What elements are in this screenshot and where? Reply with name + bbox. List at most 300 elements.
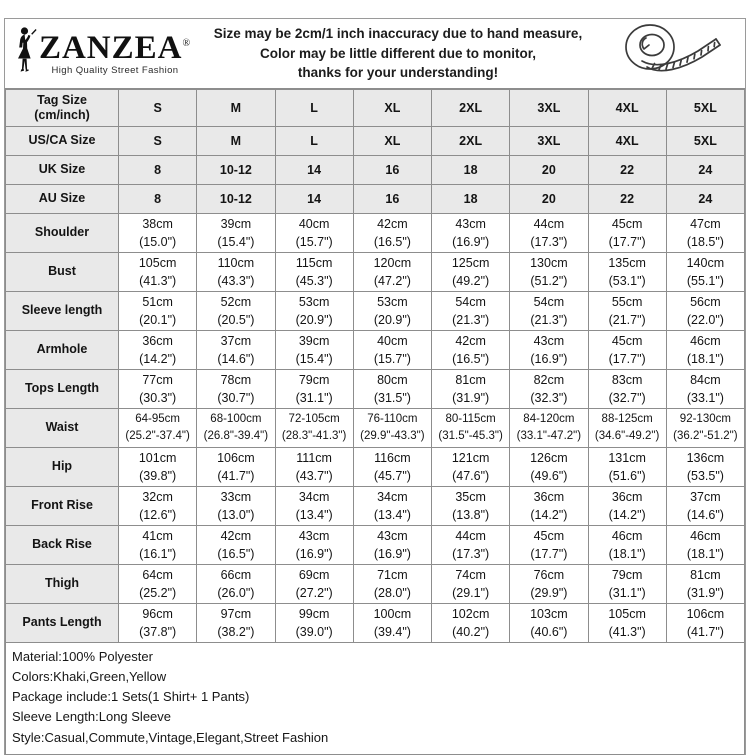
cell-uk-6: 22 xyxy=(588,156,666,185)
cell-back-rise-xl xyxy=(353,526,431,565)
cell-shoulder-s xyxy=(119,214,197,253)
value-inch: (31.5") xyxy=(373,391,411,405)
cell-hip-s xyxy=(119,448,197,487)
table-row-hip xyxy=(6,448,745,487)
cell-thigh-s xyxy=(119,565,197,604)
value-inch: (21.7") xyxy=(608,313,646,327)
value-inch: (20.1") xyxy=(139,313,177,327)
row-label-pants-length: Pants Length xyxy=(6,604,119,643)
cell-bust-2xl xyxy=(432,253,510,292)
value-cm: 53cm xyxy=(298,294,330,309)
cell-shoulder-4xl xyxy=(588,214,666,253)
value-inch: (18.1") xyxy=(686,547,724,561)
cell-shoulder-l xyxy=(275,214,353,253)
value-cm: 45cm xyxy=(611,333,643,348)
cell-us-ca-3: XL xyxy=(353,127,431,156)
table-row-front-rise xyxy=(6,487,745,526)
value-inch: (38.2") xyxy=(217,625,255,639)
value-cm: 35cm xyxy=(455,489,486,504)
value-inch: (43.7") xyxy=(295,469,333,483)
value-cm: 140cm xyxy=(686,255,725,270)
cell-sleeve-length-xl xyxy=(353,292,431,331)
value-cm: 51cm xyxy=(142,294,173,309)
cell-shoulder-m xyxy=(197,214,275,253)
size-table-body xyxy=(6,90,745,214)
table-row-shoulder xyxy=(6,214,745,253)
value-cm: 111cm xyxy=(296,450,332,465)
cell-au-3: 16 xyxy=(353,185,431,214)
value-cm: 55cm xyxy=(611,294,643,309)
value-cm: 115cm xyxy=(295,255,333,270)
row-label-shoulder: Shoulder xyxy=(6,214,119,253)
value-inch: (31.5"-45.3") xyxy=(438,430,503,442)
cell-thigh-3xl xyxy=(510,565,588,604)
registered-mark: ® xyxy=(182,37,192,49)
value-cm: 40cm xyxy=(298,216,330,231)
value-inch: (29.1") xyxy=(452,586,490,600)
value-cm: 43cm xyxy=(298,528,330,543)
value-inch: (16.5") xyxy=(373,235,411,249)
brand-logo xyxy=(5,25,191,82)
measurement-notice xyxy=(191,24,605,83)
value-inch: (33.1") xyxy=(686,391,724,405)
cell-tops-length-xl xyxy=(353,370,431,409)
value-inch: (16.9") xyxy=(530,352,568,366)
value-inch: (18.1") xyxy=(608,547,646,561)
value-inch: (51.2") xyxy=(530,274,568,288)
value-inch: (47.2") xyxy=(373,274,411,288)
cell-back-rise-3xl xyxy=(510,526,588,565)
cell-shoulder-2xl xyxy=(432,214,510,253)
cell-back-rise-m xyxy=(197,526,275,565)
value-inch: (18.5") xyxy=(686,235,724,249)
value-cm: 74cm xyxy=(455,567,486,582)
cell-waist-l xyxy=(275,409,353,448)
cell-pants-length-3xl xyxy=(510,604,588,643)
cell-au-2: 14 xyxy=(275,185,353,214)
value-cm: 102cm xyxy=(451,606,490,621)
table-row-us-ca-size xyxy=(6,127,745,156)
value-inch: (14.2") xyxy=(139,352,177,366)
cell-waist-m xyxy=(197,409,275,448)
value-inch: (31.9") xyxy=(452,391,490,405)
cell-au-7: 24 xyxy=(666,185,744,214)
value-cm: 64-95cm xyxy=(135,413,180,426)
cell-shoulder-xl xyxy=(353,214,431,253)
cell-au-0: 8 xyxy=(119,185,197,214)
value-inch: (21.3") xyxy=(452,313,490,327)
cell-front-rise-xl xyxy=(353,487,431,526)
table-row-tops-length xyxy=(6,370,745,409)
measuring-tape-illustration xyxy=(605,21,745,86)
value-inch: (25.2"-37.4") xyxy=(125,430,190,442)
table-row-thigh xyxy=(6,565,745,604)
row-label-uk-size: UK Size xyxy=(6,156,119,185)
cell-us-ca-2: L xyxy=(275,127,353,156)
value-inch: (53.1") xyxy=(608,274,646,288)
value-cm: 43cm xyxy=(533,333,565,348)
value-cm: 125cm xyxy=(451,255,490,270)
cell-thigh-2xl xyxy=(432,565,510,604)
value-inch: (13.4") xyxy=(295,508,333,522)
table-row-back-rise xyxy=(6,526,745,565)
value-inch: (17.7") xyxy=(608,235,646,249)
value-inch: (43.3") xyxy=(217,274,255,288)
row-label-line-1: Tag Size xyxy=(37,93,87,107)
value-cm: 36cm xyxy=(142,333,173,348)
cell-hip-3xl xyxy=(510,448,588,487)
table-row-sleeve-length xyxy=(6,292,745,331)
row-label-waist: Waist xyxy=(6,409,119,448)
value-inch: (14.6") xyxy=(686,508,724,522)
value-inch: (37.8") xyxy=(139,625,177,639)
value-cm: 40cm xyxy=(377,333,408,348)
value-cm: 81cm xyxy=(455,372,486,387)
row-label-us-ca-size: US/CA Size xyxy=(6,127,119,156)
cell-tag-size-s: S xyxy=(119,90,197,127)
value-inch: (16.9") xyxy=(373,547,411,561)
value-inch: (17.7") xyxy=(608,352,646,366)
value-cm: 136cm xyxy=(686,450,725,465)
cell-sleeve-length-4xl xyxy=(588,292,666,331)
cell-back-rise-s xyxy=(119,526,197,565)
cell-front-rise-5xl xyxy=(666,487,744,526)
value-inch: (22.0") xyxy=(686,313,724,327)
cell-pants-length-l xyxy=(275,604,353,643)
value-inch: (17.3") xyxy=(452,547,490,561)
value-cm: 66cm xyxy=(220,567,252,582)
value-cm: 39cm xyxy=(220,216,252,231)
cell-uk-2: 14 xyxy=(275,156,353,185)
value-inch: (29.9"-43.3") xyxy=(360,430,425,442)
notice-line-2: Color may be little different due to monitor, xyxy=(259,45,537,61)
row-label-line-2: (cm/inch) xyxy=(34,108,90,122)
cell-hip-4xl xyxy=(588,448,666,487)
value-inch: (15.0") xyxy=(139,235,177,249)
cell-armhole-3xl xyxy=(510,331,588,370)
cell-us-ca-4: 2XL xyxy=(432,127,510,156)
value-cm: 34cm xyxy=(377,489,408,504)
row-label-hip: Hip xyxy=(6,448,119,487)
cell-sleeve-length-s xyxy=(119,292,197,331)
value-inch: (14.2") xyxy=(608,508,646,522)
value-cm: 106cm xyxy=(217,450,255,465)
table-row-armhole xyxy=(6,331,745,370)
cell-pants-length-2xl xyxy=(432,604,510,643)
product-details xyxy=(5,643,745,755)
cell-front-rise-2xl xyxy=(432,487,510,526)
cell-tops-length-s xyxy=(119,370,197,409)
value-inch: (20.9") xyxy=(295,313,333,327)
cell-back-rise-l xyxy=(275,526,353,565)
value-cm: 106cm xyxy=(686,606,725,621)
value-cm: 84cm xyxy=(690,372,721,387)
cell-waist-xl xyxy=(353,409,431,448)
cell-hip-l xyxy=(275,448,353,487)
cell-hip-m xyxy=(197,448,275,487)
cell-bust-xl xyxy=(353,253,431,292)
cell-us-ca-1: M xyxy=(197,127,275,156)
value-inch: (55.1") xyxy=(686,274,724,288)
cell-thigh-m xyxy=(197,565,275,604)
value-cm: 131cm xyxy=(608,450,646,465)
value-inch: (31.1") xyxy=(295,391,333,405)
value-inch: (39.8") xyxy=(139,469,177,483)
cell-bust-4xl xyxy=(588,253,666,292)
cell-pants-length-5xl xyxy=(666,604,744,643)
value-inch: (16.5") xyxy=(217,547,255,561)
cell-sleeve-length-2xl xyxy=(432,292,510,331)
value-cm: 45cm xyxy=(611,216,643,231)
value-inch: (20.5") xyxy=(217,313,255,327)
value-cm: 69cm xyxy=(298,567,330,582)
cell-armhole-xl xyxy=(353,331,431,370)
cell-waist-2xl xyxy=(432,409,510,448)
cell-thigh-4xl xyxy=(588,565,666,604)
table-row-waist xyxy=(6,409,745,448)
cell-sleeve-length-m xyxy=(197,292,275,331)
value-cm: 77cm xyxy=(142,372,173,387)
brand-banner xyxy=(5,19,745,89)
cell-front-rise-4xl xyxy=(588,487,666,526)
notice-line-3: thanks for your understanding! xyxy=(297,65,499,81)
cell-tops-length-2xl xyxy=(432,370,510,409)
cell-tag-size-xl: XL xyxy=(353,90,431,127)
row-label-tag-size xyxy=(6,90,119,127)
value-cm: 37cm xyxy=(220,333,252,348)
cell-uk-0: 8 xyxy=(119,156,197,185)
value-inch: (15.4") xyxy=(217,235,255,249)
value-inch: (41.7") xyxy=(686,625,724,639)
value-inch: (41.3") xyxy=(139,274,177,288)
cell-tops-length-3xl xyxy=(510,370,588,409)
brand-tagline: High Quality Street Fashion xyxy=(51,64,179,76)
value-cm: 126cm xyxy=(530,450,568,465)
table-row-tag-size xyxy=(6,90,745,127)
value-inch: (32.3") xyxy=(530,391,568,405)
value-cm: 42cm xyxy=(220,528,252,543)
value-inch: (17.3") xyxy=(530,235,568,249)
woman-silhouette-icon xyxy=(11,25,39,82)
value-inch: (47.6") xyxy=(452,469,490,483)
value-inch: (31.1") xyxy=(608,586,646,600)
cell-uk-5: 20 xyxy=(510,156,588,185)
value-inch: (16.9") xyxy=(295,547,333,561)
cell-shoulder-5xl xyxy=(666,214,744,253)
cell-bust-3xl xyxy=(510,253,588,292)
value-inch: (21.3") xyxy=(530,313,568,327)
detail-colors: Colors:Khaki,Green,Yellow xyxy=(12,669,167,685)
cell-au-6: 22 xyxy=(588,185,666,214)
value-cm: 33cm xyxy=(220,489,252,504)
value-inch: (34.6"-49.2") xyxy=(594,430,660,442)
cell-tops-length-l xyxy=(275,370,353,409)
value-inch: (45.7") xyxy=(373,469,411,483)
row-label-bust: Bust xyxy=(6,253,119,292)
cell-thigh-5xl xyxy=(666,565,744,604)
value-inch: (40.6") xyxy=(530,625,568,639)
cell-sleeve-length-l xyxy=(275,292,353,331)
value-cm: 42cm xyxy=(377,216,408,231)
value-inch: (39.0") xyxy=(295,625,333,639)
value-cm: 79cm xyxy=(298,372,330,387)
cell-waist-s xyxy=(119,409,197,448)
cell-sleeve-length-3xl xyxy=(510,292,588,331)
value-cm: 37cm xyxy=(690,489,721,504)
cell-armhole-l xyxy=(275,331,353,370)
value-cm: 32cm xyxy=(142,489,173,504)
value-cm: 39cm xyxy=(298,333,330,348)
cell-tops-length-m xyxy=(197,370,275,409)
value-inch: (32.7") xyxy=(608,391,646,405)
value-cm: 46cm xyxy=(690,333,721,348)
value-cm: 84-120cm xyxy=(523,413,575,426)
value-inch: (13.0") xyxy=(217,508,255,522)
value-cm: 56cm xyxy=(690,294,721,309)
cell-uk-4: 18 xyxy=(432,156,510,185)
value-cm: 83cm xyxy=(611,372,643,387)
cell-us-ca-7: 5XL xyxy=(666,127,744,156)
value-cm: 44cm xyxy=(533,216,565,231)
cell-us-ca-6: 4XL xyxy=(588,127,666,156)
value-cm: 76cm xyxy=(533,567,565,582)
row-label-au-size: AU Size xyxy=(6,185,119,214)
detail-package: Package include:1 Sets(1 Shirt+ 1 Pants) xyxy=(12,689,250,705)
cell-bust-5xl xyxy=(666,253,744,292)
value-inch: (40.2") xyxy=(452,625,490,639)
table-row-au-size xyxy=(6,185,745,214)
cell-sleeve-length-5xl xyxy=(666,292,744,331)
table-row-bust xyxy=(6,253,745,292)
value-cm: 81cm xyxy=(690,567,721,582)
brand-name: ZANZEA® xyxy=(38,29,192,66)
value-cm: 68-100cm xyxy=(210,413,262,426)
value-cm: 42cm xyxy=(455,333,486,348)
value-cm: 43cm xyxy=(455,216,486,231)
size-chart-sheet xyxy=(4,18,746,755)
value-cm: 97cm xyxy=(220,606,252,621)
value-inch: (45.3") xyxy=(295,274,333,288)
value-inch: (14.2") xyxy=(530,508,568,522)
value-inch: (14.6") xyxy=(217,352,255,366)
value-inch: (49.2") xyxy=(452,274,490,288)
value-cm: 44cm xyxy=(455,528,486,543)
cell-waist-3xl xyxy=(510,409,588,448)
value-inch: (30.3") xyxy=(139,391,177,405)
cell-armhole-5xl xyxy=(666,331,744,370)
cell-front-rise-l xyxy=(275,487,353,526)
notice-line-1: Size may be 2cm/1 inch inaccuracy due to hand measure, xyxy=(213,26,583,42)
cell-thigh-xl xyxy=(353,565,431,604)
value-inch: (31.9") xyxy=(686,586,724,600)
cell-hip-2xl xyxy=(432,448,510,487)
value-inch: (18.1") xyxy=(686,352,724,366)
cell-back-rise-2xl xyxy=(432,526,510,565)
cell-hip-xl xyxy=(353,448,431,487)
cell-armhole-s xyxy=(119,331,197,370)
value-cm: 80-115cm xyxy=(445,413,496,426)
value-cm: 120cm xyxy=(373,255,412,270)
cell-waist-5xl xyxy=(666,409,744,448)
value-cm: 45cm xyxy=(533,528,565,543)
cell-tag-size-l: L xyxy=(275,90,353,127)
cell-bust-s xyxy=(119,253,197,292)
value-inch: (15.4") xyxy=(295,352,333,366)
value-inch: (30.7") xyxy=(217,391,255,405)
size-table xyxy=(5,89,745,643)
cell-tag-size-4xl: 4XL xyxy=(588,90,666,127)
value-inch: (39.4") xyxy=(373,625,411,639)
table-row-pants-length xyxy=(6,604,745,643)
cell-front-rise-3xl xyxy=(510,487,588,526)
value-cm: 76-110cm xyxy=(367,413,418,426)
value-inch: (29.9") xyxy=(530,586,568,600)
value-inch: (33.1"-47.2") xyxy=(516,430,582,442)
value-inch: (17.7") xyxy=(530,547,568,561)
value-cm: 72-105cm xyxy=(288,413,340,426)
value-cm: 53cm xyxy=(377,294,408,309)
cell-bust-m xyxy=(197,253,275,292)
row-label-front-rise: Front Rise xyxy=(6,487,119,526)
cell-us-ca-0: S xyxy=(119,127,197,156)
detail-style: Style:Casual,Commute,Vintage,Elegant,Street Fashion xyxy=(12,729,329,745)
value-cm: 99cm xyxy=(298,606,330,621)
value-cm: 82cm xyxy=(533,372,565,387)
cell-us-ca-5: 3XL xyxy=(510,127,588,156)
measuring-tape-icon xyxy=(616,21,734,86)
value-cm: 100cm xyxy=(373,606,412,621)
detail-sleeve-length: Sleeve Length:Long Sleeve xyxy=(12,709,172,725)
value-inch: (26.0") xyxy=(217,586,255,600)
value-cm: 103cm xyxy=(530,606,568,621)
value-cm: 101cm xyxy=(138,450,177,465)
cell-au-5: 20 xyxy=(510,185,588,214)
value-cm: 54cm xyxy=(455,294,486,309)
value-inch: (15.7") xyxy=(295,235,333,249)
cell-tag-size-5xl: 5XL xyxy=(666,90,744,127)
value-cm: 71cm xyxy=(377,567,408,582)
cell-thigh-l xyxy=(275,565,353,604)
brand-wordmark xyxy=(38,29,192,76)
value-inch: (16.9") xyxy=(452,235,490,249)
value-cm: 92-130cm xyxy=(679,413,731,426)
value-inch: (53.5") xyxy=(686,469,724,483)
value-inch: (13.8") xyxy=(452,508,490,522)
value-inch: (36.2"-51.2") xyxy=(673,430,738,442)
cell-tag-size-3xl: 3XL xyxy=(510,90,588,127)
value-cm: 46cm xyxy=(611,528,643,543)
value-inch: (26.8"-39.4") xyxy=(203,430,269,442)
value-inch: (41.7") xyxy=(217,469,255,483)
value-inch: (16.1") xyxy=(139,547,177,561)
value-cm: 41cm xyxy=(142,528,173,543)
value-cm: 135cm xyxy=(608,255,646,270)
cell-armhole-4xl xyxy=(588,331,666,370)
cell-tag-size-m: M xyxy=(197,90,275,127)
value-inch: (49.6") xyxy=(530,469,568,483)
row-label-thigh: Thigh xyxy=(6,565,119,604)
row-label-tops-length: Tops Length xyxy=(6,370,119,409)
value-cm: 43cm xyxy=(377,528,408,543)
row-label-back-rise: Back Rise xyxy=(6,526,119,565)
cell-pants-length-m xyxy=(197,604,275,643)
value-cm: 47cm xyxy=(690,216,721,231)
value-cm: 54cm xyxy=(533,294,565,309)
row-label-sleeve-length: Sleeve length xyxy=(6,292,119,331)
value-inch: (27.2") xyxy=(295,586,333,600)
value-cm: 105cm xyxy=(608,606,646,621)
value-cm: 88-125cm xyxy=(601,413,653,426)
